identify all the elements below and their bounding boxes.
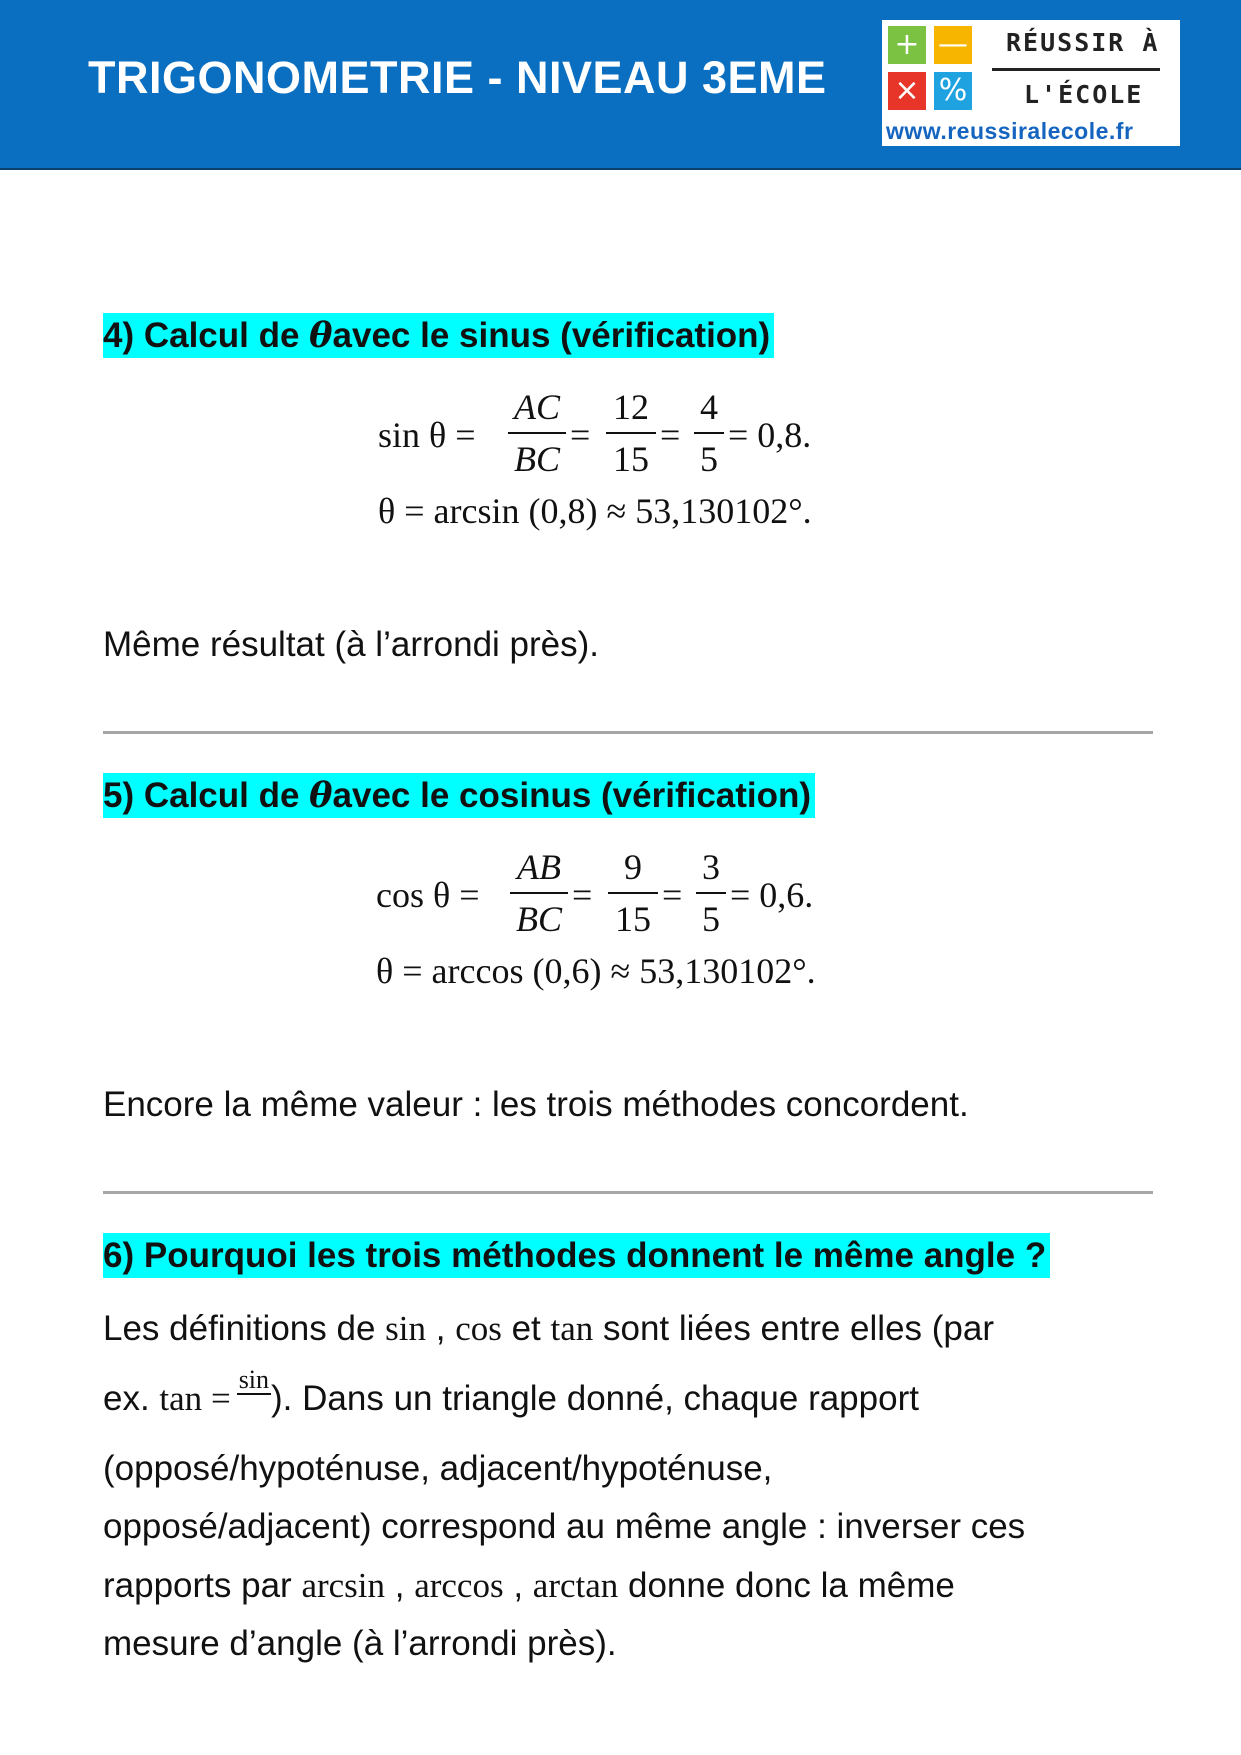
- section6-line3: (opposé/hypoténuse, adjacent/hypoténuse,: [103, 1449, 773, 1488]
- section4-conclusion: Même résultat (à l’arrondi près).: [103, 625, 599, 664]
- text-run: ex.: [103, 1379, 160, 1418]
- text-run: Les définitions de: [103, 1309, 386, 1348]
- theta-symbol: θ: [309, 775, 333, 816]
- text-run: donne donc la même: [618, 1566, 955, 1605]
- fraction-denominator: BC: [513, 439, 560, 479]
- section6-line5: [103, 1557, 955, 1615]
- fraction-numerator: 12: [606, 386, 656, 434]
- section5-heading-prefix: 5) Calcul de: [103, 776, 310, 815]
- section4-heading: [103, 313, 774, 358]
- section5-arccos-equation: θ = arccos (0,6) ≈ 53,130102°.: [376, 951, 816, 991]
- theta-symbol: θ: [309, 315, 333, 356]
- equals-sign: =: [202, 1379, 231, 1418]
- section5-heading-suffix: avec le cosinus (vérification): [332, 776, 812, 815]
- section4-heading-prefix: 4) Calcul de: [103, 316, 310, 355]
- fraction-numerator: 9: [608, 846, 658, 894]
- math-tan: tan: [159, 1379, 203, 1418]
- fraction-denominator: BC: [515, 899, 562, 939]
- fraction-3-5: [696, 846, 726, 940]
- section5-conclusion: Encore la même valeur : les trois méthodes concordent.: [103, 1085, 969, 1124]
- percent-icon: %: [934, 72, 972, 110]
- text-run: ,: [426, 1309, 456, 1348]
- minus-icon: —: [934, 26, 972, 64]
- equation-result: = 0,6.: [730, 875, 814, 915]
- math-arccos: arccos: [414, 1566, 504, 1605]
- fraction-sin-over-cos: sin: [238, 1365, 270, 1394]
- text-run: et: [501, 1309, 551, 1348]
- fraction-ac-bc: [508, 386, 566, 480]
- divider: [103, 731, 1153, 734]
- equals-sign: =: [660, 415, 681, 455]
- fraction-numerator: AC: [508, 386, 566, 434]
- equals-sign: =: [572, 875, 593, 915]
- text-run: sont liées entre elles (par: [593, 1309, 995, 1348]
- math-cos: cos: [455, 1309, 502, 1348]
- fraction-9-15: [608, 846, 658, 940]
- section6-line6: mesure d’angle (à l’arrondi près).: [103, 1624, 617, 1663]
- page-title: TRIGONOMETRIE - NIVEAU 3EME: [88, 52, 827, 103]
- fraction-denominator: 15: [615, 899, 651, 939]
- equation-lhs: cos θ =: [376, 875, 480, 915]
- section4-heading-suffix: avec le sinus (vérification): [332, 316, 771, 355]
- equals-sign: =: [662, 875, 683, 915]
- text-run: rapports par: [103, 1566, 302, 1605]
- math-sin: sin: [385, 1309, 426, 1348]
- fraction-12-15: [606, 386, 656, 480]
- equation-lhs: sin θ =: [378, 415, 476, 455]
- page-header: [0, 0, 1241, 170]
- equation-result: = 0,8.: [728, 415, 812, 455]
- section6-line2: [103, 1365, 919, 1428]
- math-tan: tan: [550, 1309, 594, 1348]
- equals-sign: =: [570, 415, 591, 455]
- divider: [103, 1191, 1153, 1194]
- fraction-numerator: 4: [694, 386, 724, 434]
- logo-text-line1: RÉUSSIR À: [1006, 28, 1160, 57]
- fraction-ab-bc: [510, 846, 568, 940]
- fraction-numerator: AB: [510, 846, 568, 894]
- fraction-4-5: [694, 386, 724, 480]
- text-run: ,: [503, 1566, 533, 1605]
- section4-arcsin-equation: θ = arcsin (0,8) ≈ 53,130102°.: [378, 491, 812, 531]
- text-run: ). Dans un triangle donné, chaque rapport: [271, 1379, 919, 1418]
- math-arcsin: arcsin: [301, 1566, 386, 1605]
- logo-url[interactable]: www.reussiralecole.fr: [886, 118, 1134, 144]
- section6-heading: 6) Pourquoi les trois méthodes donnent le même angle ?: [103, 1233, 1050, 1278]
- logo[interactable]: [882, 20, 1180, 146]
- logo-text-line2: L'ÉCOLE: [1024, 80, 1144, 109]
- fraction-denominator: 5: [702, 899, 720, 939]
- fraction-numerator: 3: [696, 846, 726, 894]
- logo-divider: [992, 68, 1160, 71]
- section5-heading: [103, 773, 815, 818]
- section6-line1: [103, 1300, 994, 1358]
- plus-icon: +: [888, 26, 926, 64]
- times-icon: ×: [888, 72, 926, 110]
- fraction-denominator: 15: [613, 439, 649, 479]
- text-run: ,: [385, 1566, 415, 1605]
- fraction-denominator: 5: [700, 439, 718, 479]
- math-arctan: arctan: [532, 1566, 619, 1605]
- section6-line4: opposé/adjacent) correspond au même angle : inverser ces: [103, 1507, 1026, 1546]
